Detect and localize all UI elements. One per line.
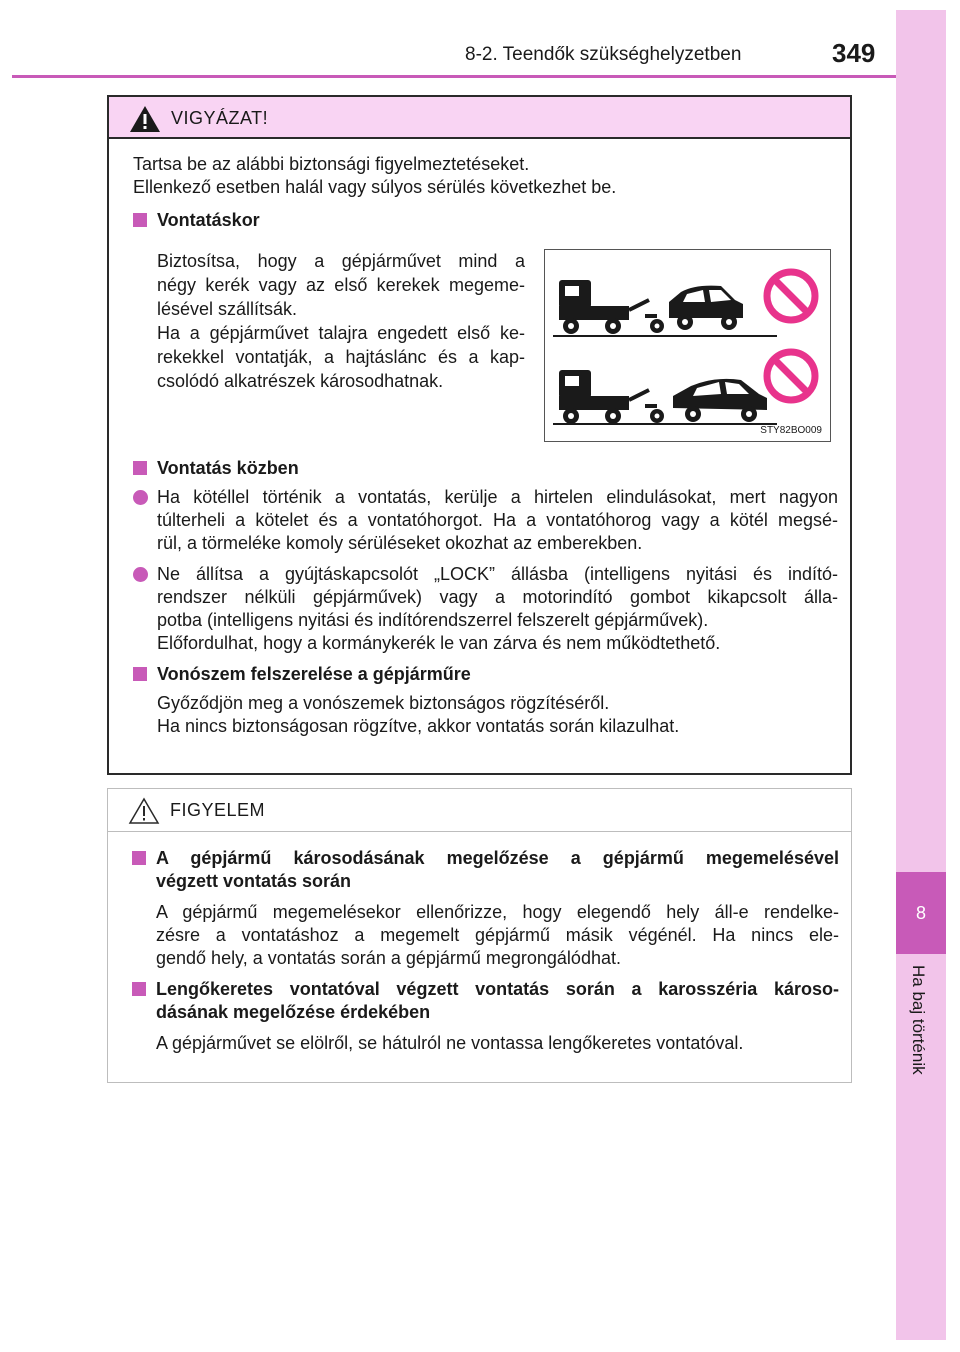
truck-icon [559,370,664,424]
intro-line: Ellenkező esetben halál vagy súlyos sérülés következhet be. [133,177,617,197]
truck-icon [559,280,664,334]
car-icon [673,379,767,422]
section-heading: Vontatás közben [133,457,838,480]
caution-triangle-icon [128,797,160,825]
section-towing [133,209,838,232]
text-line: Ha a gépjárművet talajra engedett első ke- [157,323,525,343]
prohibited-icon [767,352,815,400]
section-title: 8-2. Teendők szükséghelyzetben [465,44,742,65]
page-header [0,0,896,78]
text-line: A gépjárművet se elölről, se hátulról ne vontassa lengőkeretes vontatóval. [156,1033,744,1053]
notice-box [107,788,852,1083]
car-icon [669,286,743,330]
text-line: rekekkel vontatják, a hajtáslánc és a kap- [157,347,525,367]
text-line: négy kerék vagy az első kerekek megeme- [157,275,525,295]
towing-illustration [544,249,831,442]
warning-box-header [109,97,850,139]
warning-title: VIGYÁZAT! [171,108,269,128]
section-heading: dásának megelőzése érdekében [156,1002,431,1022]
square-bullet-icon [133,213,147,227]
text-line: zésre a vontatáshoz a megemelt gépjármű másik végénél. Ha nincs ele- [156,925,839,945]
prohibited-icon [767,272,815,320]
intro-line: Tartsa be az alábbi biztonsági figyelmeztetéseket. [133,154,530,174]
section-heading: Vonószem felszerelése a gépjárműre [133,663,838,686]
square-bullet-icon [133,461,147,475]
round-bullet-icon [133,567,148,582]
warning-triangle-icon [129,105,161,133]
notice-title: FIGYELEM [170,800,266,820]
square-bullet-icon [133,667,147,681]
section-heading: A gépjármű károsodásának megelőzése a gépjármű megemelésével [132,847,839,870]
text-line: A gépjármű megemelésekor ellenőrizze, hogy elegendő hely áll-e rendelke- [156,902,839,922]
notice-content [132,847,839,1055]
round-bullet-icon [133,490,148,505]
section-heading: végzett vontatás során [156,871,352,891]
chapter-side-tab [896,10,946,1340]
text-line: Győződjön meg a vonószemek biztonságos rögzítéséről. [157,693,610,713]
towing-prohibited-illustration [545,250,829,440]
chapter-title: Ha baj történik [909,965,928,1075]
text-line: lésével szállítsák. [157,299,298,319]
warning-intro [133,153,838,199]
square-bullet-icon [132,982,146,996]
text-line: Biztosítsa, hogy a gépjárművet mind a [157,251,525,271]
header-rule [12,75,896,78]
text-line: gendő hely, a vontatás során a gépjármű megrongálódhat. [156,948,621,968]
chapter-number: 8 [896,872,946,954]
square-bullet-icon [132,851,146,865]
section-heading: Vontatáskor [133,209,838,232]
section-during-towing [133,457,838,738]
list-item: Ha kötéllel történik a vontatás, kerülje a hirtelen elindulásokat, mert nagyon túlterheli a kötelet és a vontatóhorgot. Ha a vontatóhorog vagy a kötél megsé- rül, a törmeléke komoly sérüléseket okozhat az emberekben. [133,486,838,555]
warning-box [107,95,852,775]
section-towing-text [133,249,525,393]
page-number: 349 [832,38,876,68]
section-heading: Lengőkeretes vontatóval végzett vontatás során a karosszéria károso- [132,978,839,1001]
text-line: Ha nincs biztonságosan rögzítve, akkor vontatás során kilazulhat. [157,716,680,736]
figure-code: STY82BO009 [760,425,822,436]
notice-box-header [108,789,851,832]
list-item: Ne állítsa a gyújtáskapcsolót „LOCK” állásba (intelligens nyitási és indító- rendszer nélküli gépjárművek) vagy a motorindító gombot kikapcsolt álla- potba (intelligens nyitási és indítórendszerrel felszerelt gépjárművek). Előfordulhat, hogy a kormánykerék le van zárva és nem működtethető. [133,563,838,655]
text-line: csolódó alkatrészek károsodhatnak. [157,371,444,391]
